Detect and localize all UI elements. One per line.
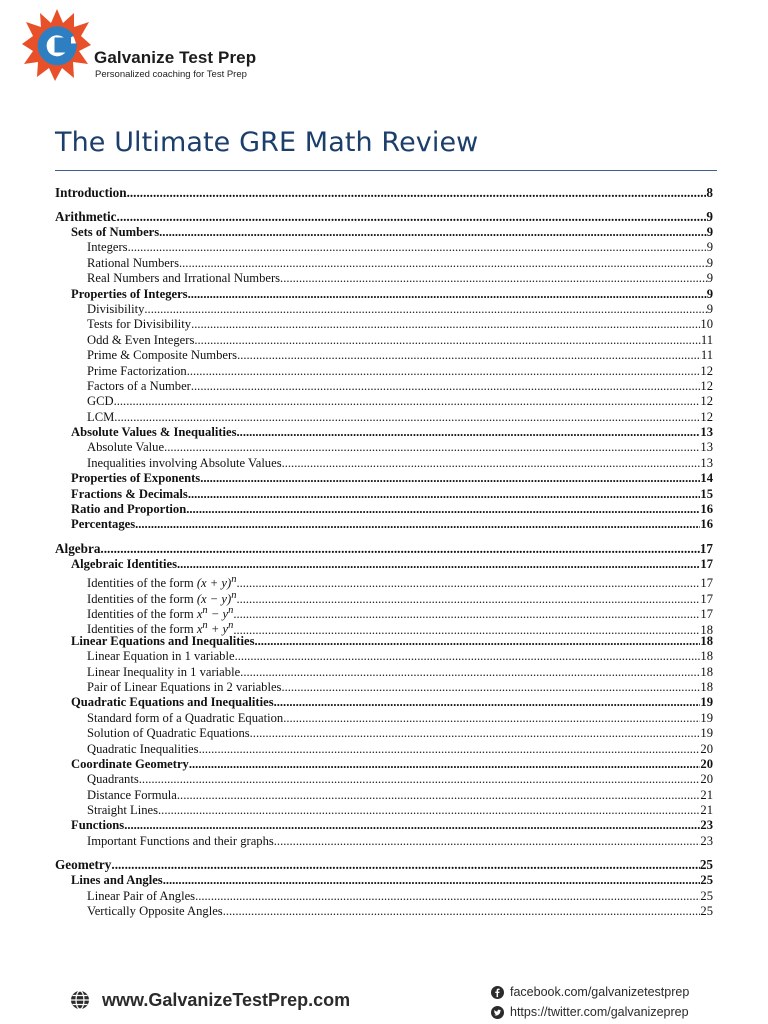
toc-entry-label (87, 889, 195, 904)
toc-entry-level-2[interactable] (55, 425, 713, 440)
table-of-contents (55, 185, 713, 919)
dot-leader (114, 394, 701, 409)
dot-leader (274, 834, 701, 849)
toc-entry-label (71, 818, 124, 833)
dot-leader (200, 471, 700, 486)
dot-leader (128, 240, 707, 255)
toc-page-number: 9 (706, 301, 713, 316)
toc-entry-label (71, 517, 135, 532)
dot-leader (254, 634, 700, 649)
toc-entry-level-2[interactable] (55, 634, 713, 649)
toc-entry-level-2[interactable] (55, 757, 713, 772)
toc-entry-text: Linear Equation in 1 variable (87, 649, 235, 664)
dot-leader (100, 541, 699, 557)
toc-entry-text: Standard form of a Quadratic Equation (87, 710, 284, 725)
toc-page-number: 19 (700, 726, 713, 741)
toc-page-number: 12 (700, 378, 713, 393)
toc-entry-text: Coordinate Geometry (71, 756, 189, 771)
toc-page-number: 12 (700, 394, 713, 409)
toc-entry-level-3[interactable] (55, 317, 713, 332)
page-title: The Ultimate GRE Math Review (55, 127, 479, 158)
facebook-link[interactable]: facebook.com/galvanizetestprep (510, 985, 690, 999)
dot-leader (144, 302, 706, 317)
toc-entry-text: Properties of Integers (71, 286, 188, 301)
dot-leader (127, 185, 707, 201)
dot-leader (135, 517, 700, 532)
dot-leader (187, 364, 701, 379)
toc-entry-level-3[interactable] (55, 394, 713, 409)
toc-entry-text: Lines and Angles (71, 873, 163, 888)
brand-name: Galvanize Test Prep (94, 48, 257, 67)
brand-tagline: Personalized coaching for Test Prep (95, 69, 247, 80)
toc-entry-text: Integers (87, 240, 128, 255)
dot-leader (177, 557, 700, 572)
dot-leader (111, 857, 699, 873)
dot-leader (240, 665, 700, 680)
toc-entry-label (87, 364, 187, 379)
toc-entry-exponent: n (228, 620, 234, 632)
toc-entry-math: x (196, 607, 203, 622)
toc-entry-exponent: n (202, 604, 208, 616)
toc-entry-label (87, 456, 282, 471)
twitter-link[interactable]: https://twitter.com/galvanizeprep (510, 1005, 689, 1019)
toc-page-number: 18 (700, 622, 713, 637)
toc-entry-label (87, 649, 235, 664)
toc-entry-label (71, 557, 177, 572)
dot-leader (124, 818, 700, 833)
toc-entry-level-2[interactable] (55, 287, 713, 302)
toc-entry-text: Identities of the form (87, 591, 197, 606)
toc-entry-level-1[interactable] (55, 209, 713, 225)
toc-page-number: 25 (700, 904, 713, 919)
website-link[interactable]: www.GalvanizeTestPrep.com (102, 989, 351, 1010)
toc-entry-level-2[interactable] (55, 471, 713, 486)
toc-entry-level-3[interactable] (55, 240, 713, 255)
toc-entry-label (71, 487, 188, 502)
dot-leader (114, 410, 700, 425)
toc-entry-text: Odd & Even Integers (87, 332, 195, 347)
dot-leader (188, 287, 707, 302)
toc-entry-level-3[interactable] (55, 904, 713, 919)
dot-leader (236, 576, 700, 591)
social-links (491, 982, 689, 1022)
toc-entry-text: Identities of the form (87, 622, 197, 637)
footer-website[interactable] (70, 988, 350, 1012)
toc-page-number: 20 (700, 741, 713, 756)
toc-entry-level-1[interactable] (55, 541, 713, 557)
dot-leader (139, 772, 701, 787)
toc-page-number: 18 (700, 649, 713, 664)
toc-entry-math: (x + y) (196, 576, 232, 591)
toc-entry-label (87, 256, 179, 271)
toc-page-number: 10 (700, 317, 713, 332)
toc-entry-label (71, 225, 159, 240)
toc-entry-label (87, 742, 199, 757)
toc-entry-exponent: n (231, 574, 237, 586)
toc-entry-level-3[interactable] (55, 456, 713, 471)
toc-page-number: 11 (700, 332, 713, 347)
dot-leader (280, 271, 707, 286)
toc-entry-label (87, 317, 191, 332)
toc-entry-text: GCD (87, 394, 114, 409)
toc-entry-text: Distance Formula (87, 787, 177, 802)
toc-entry-label (87, 379, 191, 394)
toc-entry-level-2[interactable] (55, 502, 713, 517)
toc-entry-exponent: n (231, 589, 237, 601)
toc-entry-math: x (196, 622, 203, 637)
toc-entry-label (71, 502, 186, 517)
facebook-icon (491, 986, 504, 999)
title-divider (55, 170, 717, 171)
toc-page-number: 9 (706, 286, 713, 301)
toc-entry-label (71, 425, 237, 440)
dot-leader (282, 456, 701, 471)
dot-leader (177, 788, 701, 803)
toc-entry-level-3[interactable] (55, 410, 713, 425)
toc-entry-text: Inequalities involving Absolute Values (87, 455, 282, 470)
toc-entry-label (87, 726, 250, 741)
dot-leader (117, 209, 707, 225)
toc-entry-label (87, 834, 274, 849)
toc-entry-label (55, 209, 117, 225)
dot-leader (233, 607, 700, 622)
toc-page-number: 17 (700, 576, 713, 591)
toc-page-number: 18 (700, 664, 713, 679)
toc-entry-label (71, 634, 254, 649)
toc-entry-label (87, 772, 139, 787)
toc-entry-text: Introduction (55, 185, 127, 200)
toc-entry-text: Fractions & Decimals (71, 486, 188, 501)
toc-page-number: 9 (706, 225, 713, 239)
toc-entry-label (87, 440, 164, 455)
toc-entry-label (87, 711, 283, 726)
toc-entry-level-3[interactable] (55, 364, 713, 379)
toc-entry-text: Prime & Composite Numbers (87, 348, 238, 363)
toc-entry-text: Absolute Value (87, 440, 165, 455)
toc-page-number: 21 (700, 803, 713, 818)
toc-entry-label (55, 857, 111, 873)
dot-leader (281, 680, 700, 695)
toc-entry-text: Percentages (71, 517, 136, 532)
toc-entry-level-2[interactable] (55, 873, 713, 888)
toc-entry-label (71, 757, 189, 772)
globe-icon (70, 990, 90, 1010)
toc-entry-level-3[interactable] (55, 348, 713, 363)
toc-entry-level-1[interactable] (55, 857, 713, 873)
toc-entry-label (55, 185, 127, 201)
toc-entry-level-3[interactable] (55, 711, 713, 726)
toc-entry-math: (x − y) (196, 591, 232, 606)
dot-leader (237, 425, 701, 440)
toc-page-number: 9 (706, 255, 713, 270)
toc-entry-label (71, 471, 200, 486)
toc-entry-level-3[interactable] (55, 649, 713, 664)
dot-leader (158, 803, 700, 818)
dot-leader (191, 379, 701, 394)
toc-entry-text: Important Functions and their graphs (87, 833, 274, 848)
toc-entry-label (87, 333, 194, 348)
toc-entry-text: Divisibility (87, 301, 145, 316)
toc-entry-math: − y (207, 607, 229, 622)
dot-leader (274, 695, 701, 710)
toc-entry-level-3[interactable] (55, 772, 713, 787)
toc-entry-label (87, 271, 280, 286)
toc-page-number: 17 (700, 591, 713, 606)
dot-leader (250, 726, 701, 741)
toc-entry-text: Sets of Numbers (71, 225, 160, 239)
toc-page-number: 18 (700, 679, 713, 694)
dot-leader (194, 333, 700, 348)
toc-entry-text: LCM (87, 409, 115, 424)
toc-entry-text: Ratio and Proportion (71, 502, 187, 517)
toc-entry-text: Rational Numbers (87, 255, 179, 270)
toc-entry-text: Pair of Linear Equations in 2 variables (87, 679, 282, 694)
dot-leader (191, 317, 700, 332)
toc-entry-level-3[interactable] (55, 440, 713, 455)
toc-entry-level-3[interactable] (55, 379, 713, 394)
dot-leader (164, 440, 700, 455)
toc-entry-level-3[interactable] (55, 742, 713, 757)
toc-page-number: 25 (699, 857, 713, 873)
toc-entry-label (87, 803, 158, 818)
toc-entry-text: Absolute Values & Inequalities (71, 425, 237, 440)
toc-page-number: 9 (706, 209, 713, 224)
toc-page-number: 16 (700, 502, 713, 517)
toc-entry-level-3[interactable] (55, 726, 713, 741)
toc-entry-level-3[interactable] (55, 665, 713, 680)
toc-entry-label (71, 873, 163, 888)
toc-entry-text: Geometry (55, 857, 112, 873)
toc-entry-level-3[interactable] (55, 834, 713, 849)
toc-entry-level-2[interactable] (55, 517, 713, 532)
toc-entry-exponent: n (228, 604, 234, 616)
toc-entry-exponent: n (202, 620, 208, 632)
toc-entry-text: Prime Factorization (87, 363, 187, 378)
toc-entry-text: Properties of Exponents (71, 471, 201, 486)
toc-entry-level-3[interactable] (55, 333, 713, 348)
toc-entry-text: Linear Equations and Inequalities (71, 633, 255, 648)
toc-entry-level-3[interactable] (55, 788, 713, 803)
toc-page-number: 20 (700, 772, 713, 787)
toc-entry-text: Linear Pair of Angles (87, 888, 196, 903)
toc-page-number: 13 (700, 425, 713, 440)
dot-leader (223, 904, 701, 919)
toc-entry-level-3[interactable] (55, 302, 713, 317)
toc-entry-level-3[interactable] (55, 889, 713, 904)
toc-entry-text: Algebra (55, 540, 101, 556)
toc-entry-level-2[interactable] (55, 487, 713, 502)
toc-entry-label (87, 348, 237, 363)
toc-entry-level-3[interactable] (55, 271, 713, 286)
toc-entry-text: Vertically Opposite Angles (87, 904, 223, 919)
toc-entry-label (87, 410, 114, 425)
toc-page-number: 13 (700, 440, 713, 455)
dot-leader (235, 649, 701, 664)
toc-page-number: 14 (700, 471, 713, 486)
toc-entry-text: Identities of the form (87, 607, 197, 622)
dot-leader (195, 889, 700, 904)
toc-entry-text: Quadrants (87, 772, 139, 787)
toc-entry-text: Identities of the form (87, 576, 197, 591)
toc-page-number: 12 (700, 363, 713, 378)
toc-entry-label (71, 695, 274, 710)
dot-leader (283, 711, 700, 726)
toc-entry-text: Tests for Divisibility (87, 317, 192, 332)
dot-leader (237, 348, 701, 363)
toc-page-number: 23 (700, 818, 713, 833)
dot-leader (188, 487, 701, 502)
twitter-icon (491, 1006, 504, 1019)
toc-page-number: 19 (700, 710, 713, 725)
toc-entry-label (87, 904, 223, 919)
dot-leader (159, 225, 707, 240)
toc-entry-label (87, 394, 114, 409)
toc-entry-text: Functions (71, 818, 125, 833)
toc-entry-label (87, 240, 128, 255)
toc-entry-label (71, 287, 188, 302)
toc-page-number: 9 (706, 240, 713, 255)
toc-page-number: 17 (700, 556, 713, 571)
toc-entry-text: Linear Inequality in 1 variable (87, 664, 241, 679)
toc-page-number: 8 (706, 185, 713, 200)
toc-page-number: 19 (700, 695, 713, 710)
toc-entry-label (87, 302, 144, 317)
dot-leader (186, 502, 700, 517)
facebook-link-row[interactable] (491, 982, 689, 1002)
toc-page-number: 11 (700, 348, 713, 363)
toc-page-number: 25 (700, 873, 713, 888)
toc-entry-level-3[interactable] (55, 803, 713, 818)
toc-entry-label (87, 788, 177, 803)
twitter-link-row[interactable] (491, 1002, 689, 1022)
toc-entry-text: Straight Lines (87, 803, 159, 818)
toc-entry-text: Factors of a Number (87, 378, 191, 393)
toc-entry-level-2[interactable] (55, 557, 713, 572)
toc-page-number: 16 (700, 517, 713, 532)
toc-page-number: 23 (700, 833, 713, 848)
toc-page-number: 17 (700, 607, 713, 622)
toc-page-number: 18 (700, 633, 713, 648)
toc-page-number: 21 (700, 787, 713, 802)
toc-entry-level-3[interactable] (55, 256, 713, 271)
toc-page-number: 20 (700, 756, 713, 771)
brand-header (22, 8, 422, 84)
toc-entry-text: Arithmetic (55, 209, 117, 224)
toc-entry-level-2[interactable] (55, 225, 713, 240)
toc-page-number: 15 (700, 486, 713, 501)
toc-page-number: 12 (700, 409, 713, 424)
toc-entry-text: Quadratic Inequalities (87, 741, 199, 756)
toc-page-number: 25 (700, 888, 713, 903)
toc-entry-text: Solution of Quadratic Equations (87, 726, 250, 741)
toc-page-number: 17 (699, 540, 713, 556)
toc-entry-text: Algebraic Identities (71, 556, 177, 571)
toc-entry-math: + y (207, 622, 229, 637)
toc-page-number: 9 (706, 271, 713, 286)
toc-entry-level-3[interactable] (55, 680, 713, 695)
toc-entry-text: Real Numbers and Irrational Numbers (87, 271, 281, 286)
dot-leader (236, 592, 700, 607)
toc-entry-text: Quadratic Equations and Inequalities (71, 695, 274, 710)
dot-leader (163, 873, 701, 888)
toc-entry-level-2[interactable] (55, 818, 713, 833)
dot-leader (189, 757, 701, 772)
toc-entry-label (87, 665, 240, 680)
dot-leader (179, 256, 707, 271)
toc-entry-level-1[interactable] (55, 185, 713, 201)
dot-leader (199, 742, 701, 757)
toc-entry-label (87, 680, 281, 695)
galvanize-logo-icon (22, 8, 92, 82)
toc-entry-label (55, 541, 100, 557)
toc-entry-level-3[interactable] (55, 572, 713, 591)
toc-page-number: 13 (700, 455, 713, 470)
toc-entry-level-2[interactable] (55, 695, 713, 710)
